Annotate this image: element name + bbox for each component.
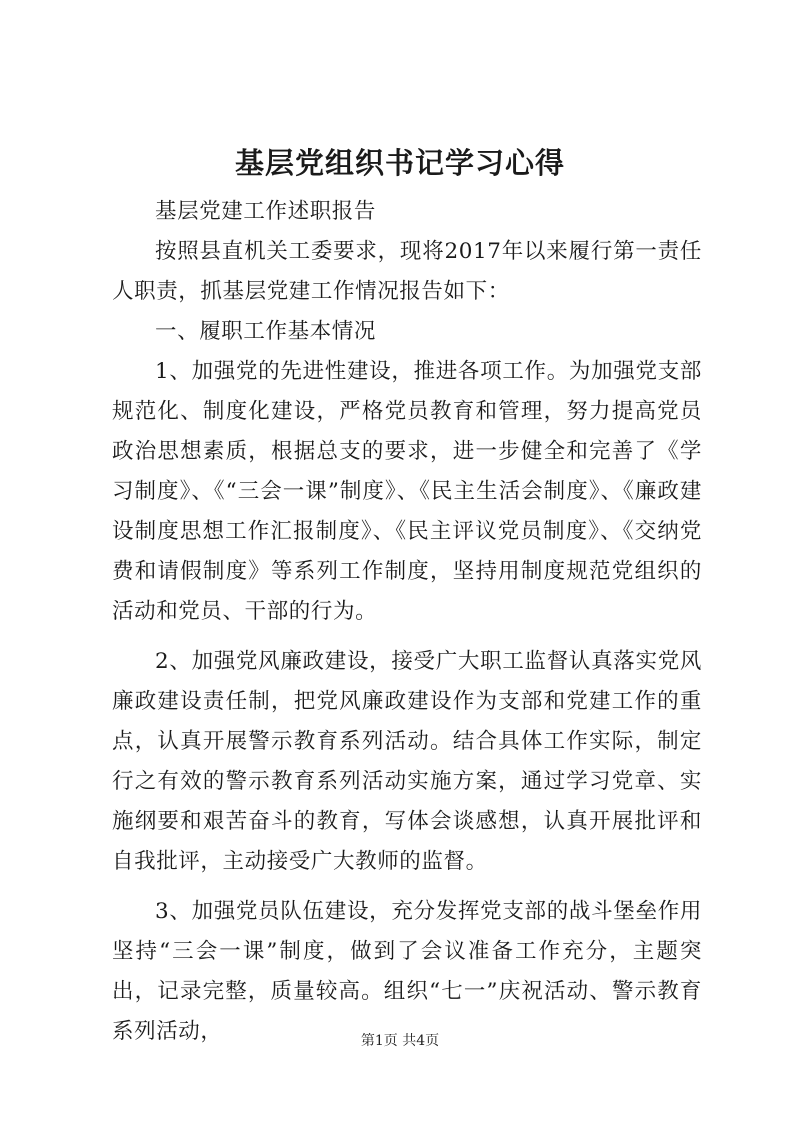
paragraph-item-3: 3、加强党员队伍建设，充分发挥党支部的战斗堡垒作用坚持“三会一课”制度，做到了会议准备工作充分，主题突出，记录完整，质量较高。组织“七一”庆祝活动、警示教育系列活动，: [112, 899, 702, 1044]
paragraph-intro: 按照县直机关工委要求，现将2017年以来履行第一责任人职责，抓基层党建工作情况报告如下：: [112, 239, 702, 304]
paragraph-subtitle: 基层党建工作述职报告: [155, 199, 377, 224]
paragraph-section-heading: 一、履职工作基本情况: [155, 319, 377, 344]
paragraph-item-2: 2、加强党风廉政建设，接受广大职工监督认真落实党风廉政建设责任制，把党风廉政建设作为支部和党建工作的重点，认真开展警示教育系列活动。结合具体工作实际，制定行之有效的警示教育系列活动实施方案，通过学习党章、实施纲要和艰苦奋斗的教育，写体会谈感想，认真开展批评和自我批评，主动接受广大教师的监督。: [112, 649, 702, 874]
document-body: [112, 192, 702, 1052]
document-title: 基层党组织书记学习心得: [234, 146, 565, 180]
paragraph-item-1: 1、加强党的先进性建设，推进各项工作。为加强党支部规范化、制度化建设，严格党员教育和管理，努力提高党员政治思想素质，根据总支的要求，进一步健全和完善了《学习制度》、《“三会一课”制度》、《民主生活会制度》、《廉政建设制度思想工作汇报制度》、《民主评议党员制度》、《交纳党费和请假制度》等系列工作制度，坚持用制度规范党组织的活动和党员、干部的行为。: [112, 359, 702, 624]
page-footer: 第1页 共4页: [360, 1033, 440, 1049]
